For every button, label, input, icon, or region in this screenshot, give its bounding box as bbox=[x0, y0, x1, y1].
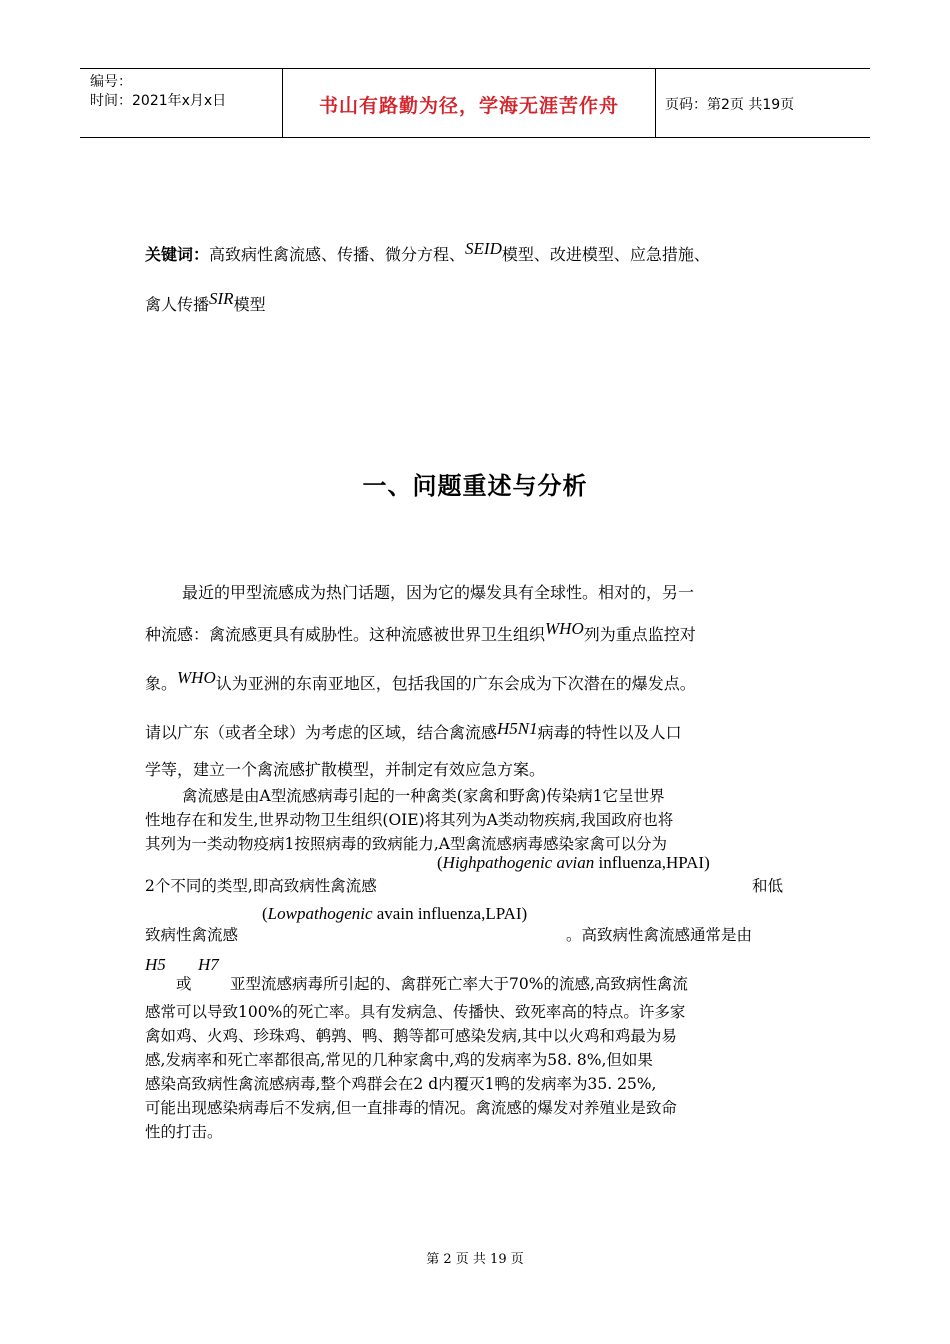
para1-text: 认为亚洲的东南亚地区，包括我国的广东会成为下次潜在的爆发点。 bbox=[215, 674, 696, 693]
page-footer: 第 2 页 共 19 页 bbox=[426, 1252, 524, 1267]
para2-line: 2个不同的类型,即高致病性禽流感 bbox=[145, 877, 377, 895]
para1-text: 列为重点监控对 bbox=[583, 625, 696, 644]
para1-line bbox=[145, 619, 696, 645]
header-number: 编号： bbox=[90, 74, 132, 90]
para2-line: 。高致病性禽流感通常是由 bbox=[566, 926, 753, 944]
who-symbol: WHO bbox=[545, 619, 584, 638]
para2-line: 感常可以导致100%的死亡率。具有发病急、传播快、致死率高的特点。许多家 bbox=[145, 1003, 686, 1021]
para2-line: 或 bbox=[176, 975, 192, 993]
para2-line: 感,发病率和死亡率都很高,常见的几种家禽中,鸡的发病率为58. 8%,但如果 bbox=[145, 1051, 653, 1069]
hpai-term: (Highpathogenic avian influenza,HPAI) bbox=[437, 853, 710, 872]
para1-text: 象。 bbox=[145, 674, 178, 693]
h7-symbol: H7 bbox=[198, 955, 219, 974]
keywords-text: 模型、改进模型、应急措施、 bbox=[501, 245, 710, 264]
para2-line: 感染高致病性禽流感病毒,整个鸡群会在2 d内覆灭1鸭的发病率为35. 25%, bbox=[145, 1075, 657, 1093]
para2-line: 亚型流感病毒所引起的、禽群死亡率大于70%的流感,高致病性禽流 bbox=[230, 975, 688, 993]
para1-line: 学等，建立一个禽流感扩散模型，并制定有效应急方案。 bbox=[145, 760, 546, 779]
hpai-text: influenza,HPAI) bbox=[594, 853, 710, 872]
header-meta bbox=[90, 73, 226, 111]
keywords-line-1 bbox=[145, 239, 710, 265]
keywords-text: 禽人传播 bbox=[145, 295, 210, 314]
section-title: 一、问题重述与分析 bbox=[362, 472, 588, 500]
para1-text: 请以广东（或者全球）为考虑的区域，结合禽流感 bbox=[145, 723, 498, 742]
document-header bbox=[80, 68, 870, 138]
para1-line bbox=[145, 720, 682, 743]
para2-line: 其列为一类动物疫病1按照病毒的致病能力,A型禽流感病毒感染家禽可以分为 bbox=[145, 835, 667, 853]
para1-text: 病毒的特性以及人口 bbox=[537, 723, 682, 742]
para2-line: 和低 bbox=[752, 877, 784, 895]
keywords-line-2 bbox=[145, 289, 266, 315]
seid-symbol: SEID bbox=[465, 239, 502, 258]
header-page-info: 页码：第2页 共19页 bbox=[665, 97, 795, 113]
para2-line: 禽流感是由A型流感病毒引起的一种禽类(家禽和野禽)传染病1它呈世界 bbox=[182, 787, 665, 805]
para1-line: 最近的甲型流感成为热门话题，因为它的爆发具有全球性。相对的，另一 bbox=[182, 583, 695, 602]
header-time: 时间：2021年x月x日 bbox=[90, 93, 227, 109]
lpai-text: avain influenza,LPAI) bbox=[372, 904, 528, 923]
header-motto: 书山有路勤为径，学海无涯苦作舟 bbox=[318, 95, 619, 117]
h5n1-symbol: H5N1 bbox=[497, 719, 538, 738]
sir-symbol: SIR bbox=[209, 289, 234, 308]
keywords-text: 模型 bbox=[233, 295, 266, 314]
para2-line: 禽如鸡、火鸡、珍珠鸡、鹌鹑、鸭、鹅等都可感染发病,其中以火鸡和鸡最为易 bbox=[145, 1027, 677, 1045]
h5-symbol: H5 bbox=[145, 955, 166, 974]
para2-line: 可能出现感染病毒后不发病,但一直排毒的情况。禽流感的爆发对养殖业是致命 bbox=[145, 1099, 677, 1117]
para2-line: 性的打击。 bbox=[145, 1123, 223, 1141]
keywords-text: 高致病性禽流感、传播、微分方程、 bbox=[209, 245, 466, 264]
para2-line: 性地存在和发生,世界动物卫生组织(OIE)将其列为A类动物疾病,我国政府也将 bbox=[145, 811, 674, 829]
keywords-label: 关键词： bbox=[145, 245, 210, 264]
para1-line bbox=[145, 668, 696, 694]
header-divider bbox=[655, 69, 656, 137]
para2-line: 致病性禽流感 bbox=[145, 926, 239, 944]
para1-text: 种流感：禽流感更具有威胁性。这种流感被世界卫生组织 bbox=[145, 625, 546, 644]
lpai-italic: Lowpathogenic bbox=[267, 904, 373, 923]
lpai-term: (Lowpathogenic avain influenza,LPAI) bbox=[262, 904, 528, 923]
hpai-italic: Highpathogenic avian bbox=[442, 853, 595, 872]
who-symbol: WHO bbox=[177, 668, 216, 687]
